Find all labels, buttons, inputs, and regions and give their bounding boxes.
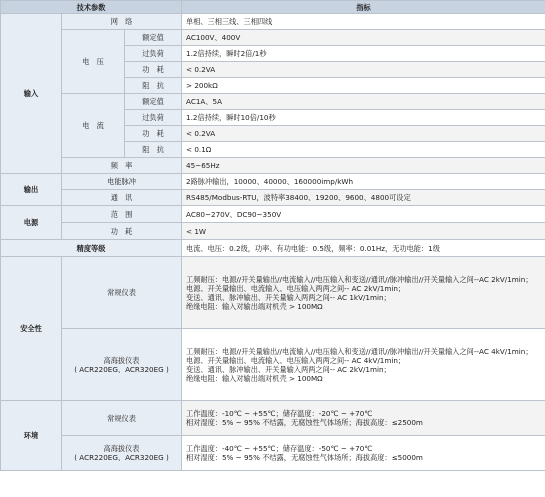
header-param: 技术参数 — [1, 1, 182, 14]
table-row — [1, 174, 545, 190]
env-regular-value: 工作温度：-10℃ ~ +55℃；储存温度：-20℃ ~ +70℃ 相对湿度：5% ~ 95% 不结露，无腐蚀性气体场所；海拔高度：≤2500m — [182, 401, 545, 436]
pulse-value: 2路脉冲输出，10000、40000、160000imp/kWh — [182, 174, 545, 190]
table-row — [1, 94, 545, 110]
current-label: 电 流 — [62, 94, 125, 158]
voltage-impedance-name: 阻 抗 — [125, 78, 182, 94]
current-power-name: 功 耗 — [125, 126, 182, 142]
current-power-value: < 0.2VA — [182, 126, 545, 142]
table-row — [1, 190, 545, 206]
table-row — [1, 223, 545, 240]
power-supply-label: 电源 — [1, 206, 62, 240]
env-regular-name: 常规仪表 — [62, 401, 182, 436]
table-row — [1, 14, 545, 30]
header-indicator: 指标 — [182, 1, 545, 14]
safety-high-altitude-cell — [62, 329, 182, 401]
table-row — [1, 206, 545, 223]
accuracy-value: 电流、电压：0.2级，功率、有功电能：0.5级，频率：0.01Hz，无功电能：1级 — [182, 240, 545, 257]
env-high-altitude-models: ( ACR220EG、ACR320EG ) — [74, 453, 169, 462]
frequency-name: 频 率 — [62, 158, 182, 174]
output-label: 输出 — [1, 174, 62, 206]
table-row — [1, 329, 545, 401]
comm-name: 通 讯 — [62, 190, 182, 206]
table-row — [1, 436, 545, 471]
safety-high-altitude-name: 高海拔仪表 — [103, 355, 140, 365]
network-value: 单相、三相三线、三相四线 — [182, 14, 545, 30]
voltage-rated-value: AC100V、400V — [182, 30, 545, 46]
table-header-row — [1, 1, 545, 14]
frequency-value: 45~65Hz — [182, 158, 545, 174]
safety-label: 安全性 — [1, 257, 62, 401]
table-row — [1, 401, 545, 436]
accuracy-name: 精度等级 — [1, 240, 182, 257]
table-row — [1, 240, 545, 257]
voltage-overload-value: 1.2倍持续，瞬时2倍/1秒 — [182, 46, 545, 62]
voltage-power-value: < 0.2VA — [182, 62, 545, 78]
table-row — [1, 257, 545, 329]
supply-range-name: 范 围 — [62, 206, 182, 223]
supply-consumption-name: 功 耗 — [62, 223, 182, 240]
safety-regular-value: 工频耐压：电源//开关量输出//电流输入//电压输入和变送//通讯//脉冲输出//开关量输入之间--AC 2kV/1min； 电源、开关量输出、电流输入、电压输入两两之间-- AC 2kV/1min； 变送、通讯、脉冲输出、开关量输入两两之间-- AC 1kV/1min； 绝缘电阻：输入对输出端对机壳 > 100MΩ — [182, 257, 545, 329]
table-row — [1, 30, 545, 46]
network-name: 网 络 — [62, 14, 182, 30]
voltage-impedance-value: > 200kΩ — [182, 78, 545, 94]
current-rated-value: AC1A、5A — [182, 94, 545, 110]
pulse-name: 电能脉冲 — [62, 174, 182, 190]
current-impedance-value: < 0.1Ω — [182, 142, 545, 158]
safety-high-altitude-models: ( ACR220EG、ACR320EG ) — [74, 364, 169, 374]
current-impedance-name: 阻 抗 — [125, 142, 182, 158]
env-high-altitude-name: 高海拔仪表 — [103, 444, 140, 453]
env-high-altitude-value: 工作温度：-40℃ ~ +55℃；储存温度：-50℃ ~ +70℃ 相对湿度：5% ~ 95% 不结露，无腐蚀性气体场所；海拔高度：≤5000m — [182, 436, 545, 471]
safety-high-altitude-value: 工频耐压：电源//开关量输出//电流输入//电压输入和变送//通讯//脉冲输出//开关量输入之间--AC 4kV/1min； 电源、开关量输出、电流输入、电压输入两两之间-- AC 4kV/1min； 变送、通讯、脉冲输出、开关量输入两两之间-- AC 2kV/1min； 绝缘电阻：输入对输出端对机壳 > 100MΩ — [182, 329, 545, 401]
current-overload-name: 过负荷 — [125, 110, 182, 126]
voltage-label: 电 压 — [62, 30, 125, 94]
table-row — [1, 158, 545, 174]
supply-range-value: AC80~270V、DC90~350V — [182, 206, 545, 223]
comm-value: RS485/Modbus-RTU，波特率38400、19200、9600、4800可设定 — [182, 190, 545, 206]
voltage-overload-name: 过负荷 — [125, 46, 182, 62]
current-overload-value: 1.2倍持续，瞬时10倍/10秒 — [182, 110, 545, 126]
input-label: 输入 — [1, 14, 62, 174]
environment-label: 环境 — [1, 401, 62, 471]
safety-regular-name: 常规仪表 — [62, 257, 182, 329]
current-rated-name: 额定值 — [125, 94, 182, 110]
env-high-altitude-cell — [62, 436, 182, 471]
voltage-power-name: 功 耗 — [125, 62, 182, 78]
supply-consumption-value: < 1W — [182, 223, 545, 240]
voltage-rated-name: 额定值 — [125, 30, 182, 46]
